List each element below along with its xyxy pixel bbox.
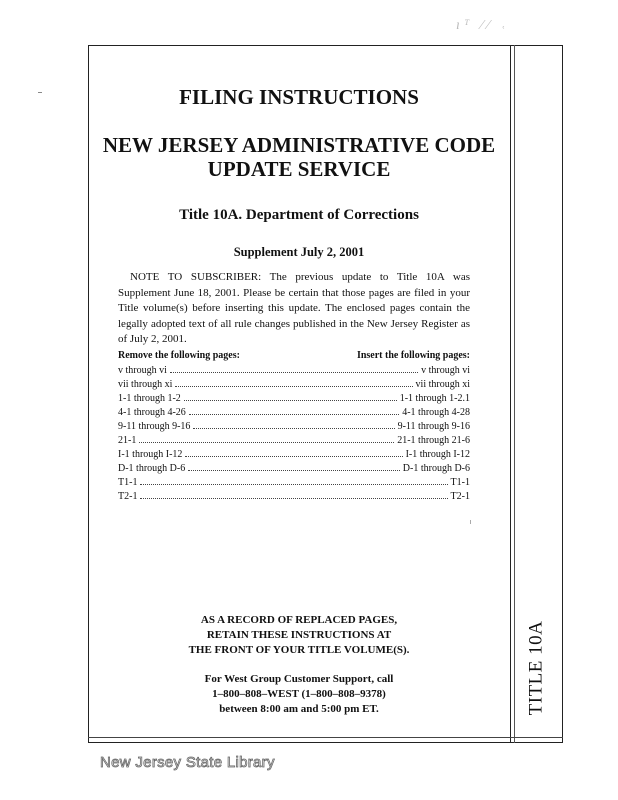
remove-pages: I-1 through I-12: [118, 449, 183, 460]
remove-header: Remove the following pages:: [118, 350, 240, 361]
dot-leader: [184, 391, 397, 401]
dot-leader: [189, 405, 399, 415]
page-row: [118, 377, 470, 391]
support-phone: 1–800–808–WEST (1–800–808–9378): [212, 688, 386, 700]
dot-leader: [188, 461, 400, 471]
dot-leader: [193, 419, 394, 429]
code-title-line: NEW JERSEY ADMINISTRATIVE CODE: [102, 133, 496, 157]
insert-pages: D-1 through D-6: [402, 463, 470, 474]
remove-pages: 21-1: [118, 435, 137, 446]
remove-pages: vii through xi: [118, 379, 173, 390]
customer-support: [88, 672, 510, 717]
dot-leader: [185, 447, 402, 457]
insert-pages: I-1 through I-12: [405, 449, 470, 460]
record-line: RETAIN THESE INSTRUCTIONS AT: [206, 629, 392, 641]
page-rows: [118, 363, 470, 503]
page-row: [118, 405, 470, 419]
record-line: THE FRONT OF YOUR TITLE VOLUME(S).: [188, 644, 410, 656]
page-row: [118, 363, 470, 377]
scan-speck: [38, 92, 42, 93]
dot-leader: [140, 475, 447, 485]
page-row: [118, 433, 470, 447]
code-title-line: UPDATE SERVICE: [207, 157, 391, 181]
bottom-rule: [88, 737, 563, 738]
record-instructions: [88, 613, 510, 658]
page-row: [118, 419, 470, 433]
insert-pages: T2-1: [450, 491, 470, 502]
support-line: For West Group Customer Support, call: [204, 673, 394, 685]
remove-pages: D-1 through D-6: [118, 463, 186, 474]
remove-pages: 1-1 through 1-2: [118, 393, 181, 404]
subscriber-note: [118, 270, 470, 348]
spine-label: [510, 620, 562, 715]
library-stamp: New Jersey State Library: [100, 754, 275, 771]
remove-pages: 9-11 through 9-16: [118, 421, 191, 432]
dot-leader: [140, 489, 447, 499]
insert-header: Insert the following pages:: [356, 350, 470, 361]
page-row: [118, 447, 470, 461]
record-line: AS A RECORD OF REPLACED PAGES,: [200, 614, 398, 626]
remove-pages: T2-1: [118, 491, 138, 502]
department-heading: Title 10A. Department of Corrections: [179, 207, 419, 223]
dot-leader: [170, 363, 418, 373]
insert-pages: 4-1 through 4-28: [402, 407, 470, 418]
remove-pages: 4-1 through 4-26: [118, 407, 186, 418]
supplement-date: Supplement July 2, 2001: [233, 245, 365, 259]
support-hours: between 8:00 am and 5:00 pm ET.: [219, 703, 379, 715]
insert-pages: 9-11 through 9-16: [397, 421, 470, 432]
page-row: [118, 475, 470, 489]
page-row: [118, 489, 470, 503]
insert-pages: vii through xi: [415, 379, 470, 390]
code-title: [88, 133, 510, 181]
remove-pages: v through vi: [118, 365, 167, 376]
page-row: [118, 461, 470, 475]
subscriber-note-text: NOTE TO SUBSCRIBER: The previous update to Title 10A was Supplement June 18, 2001. Please be certain that those pages are filed in your Title volume(s) before inserting this update. The enclosed pages contain the legally adopted text of all rule changes published in the New Jersey Register as of July 2, 2001.: [118, 271, 470, 345]
dot-leader: [139, 433, 394, 443]
page-title: FILING INSTRUCTIONS: [179, 85, 419, 109]
page-replacement-list: [118, 350, 470, 503]
page-list-header: [118, 350, 470, 361]
insert-pages: 1-1 through 1-2.1: [399, 393, 470, 404]
insert-pages: T1-1: [450, 477, 470, 488]
page-row: [118, 391, 470, 405]
insert-pages: v through vi: [421, 365, 470, 376]
remove-pages: T1-1: [118, 477, 138, 488]
insert-pages: 21-1 through 21-6: [397, 435, 470, 446]
spine-label-text: TITLE 10A: [525, 620, 547, 715]
dot-leader: [175, 377, 412, 387]
handwritten-margin-note: ıᵀ ⁄⁄ ˓: [456, 18, 510, 33]
scan-speck: [470, 520, 471, 524]
